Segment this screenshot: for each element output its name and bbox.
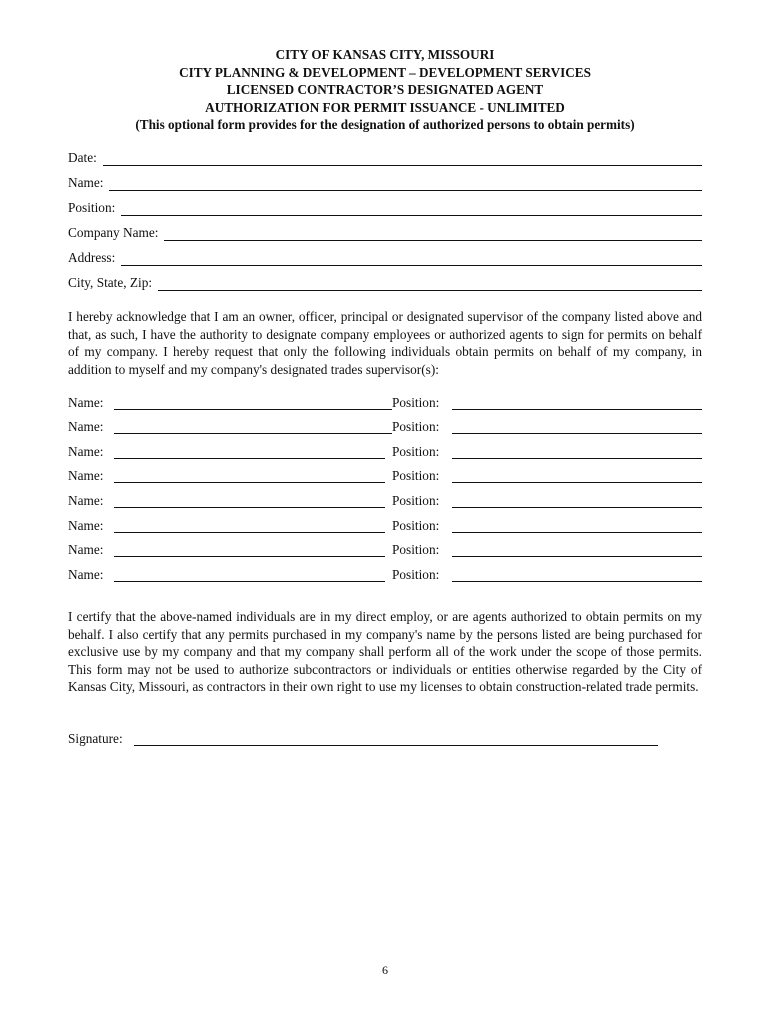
agent-name-label: Name: xyxy=(68,419,104,434)
date-field[interactable] xyxy=(68,149,702,166)
date-input-line[interactable] xyxy=(103,150,702,166)
agent-name-label: Name: xyxy=(68,444,104,459)
agent-name-line[interactable] xyxy=(114,433,392,434)
name-label: Name: xyxy=(68,175,104,190)
agent-row[interactable] xyxy=(68,566,702,583)
agent-name-label: Name: xyxy=(68,542,104,557)
certification-paragraph: I certify that the above-named individuals are in my direct employ, or are agents authorized to obtain permits on my behalf. I also certify that any permits purchased in my company's name by the persons listed are being purchased for exclusive use by my company and that my company shall perform all of the work under the scope of those permits. This form may not be used to authorize subcontractors or individuals or entities otherwise regarded by the City of Kansas City, Missouri, as contractors in their own right to use my licenses to obtain construction-related trade permits. xyxy=(68,609,702,695)
agent-name-line[interactable] xyxy=(114,409,392,410)
position-input-line[interactable] xyxy=(121,200,702,216)
position-label: Position: xyxy=(68,200,116,215)
page-number: 6 xyxy=(382,963,388,977)
agent-name-line[interactable] xyxy=(114,581,385,582)
signature-label: Signature: xyxy=(68,731,123,746)
agent-name-label: Name: xyxy=(68,468,104,483)
name-input-line[interactable] xyxy=(109,175,702,191)
agent-position-label: Position: xyxy=(392,542,440,557)
agent-row[interactable] xyxy=(68,541,702,558)
agent-position-label: Position: xyxy=(392,493,440,508)
address-label: Address: xyxy=(68,250,116,265)
address-input-line[interactable] xyxy=(121,250,702,266)
agent-position-label: Position: xyxy=(392,468,440,483)
signature-field[interactable] xyxy=(68,730,658,747)
name-field[interactable] xyxy=(68,174,702,191)
city-state-zip-label: City, State, Zip: xyxy=(68,275,153,290)
agent-position-label: Position: xyxy=(392,518,440,533)
header-department: CITY PLANNING & DEVELOPMENT – DEVELOPMENT SERVICES xyxy=(179,64,591,80)
position-field[interactable] xyxy=(68,199,702,216)
agent-name-line[interactable] xyxy=(114,507,385,508)
header-form-subtitle: AUTHORIZATION FOR PERMIT ISSUANCE - UNLIMITED xyxy=(205,99,565,115)
form-header xyxy=(0,46,770,134)
agent-name-label: Name: xyxy=(68,567,104,582)
date-label: Date: xyxy=(68,150,97,165)
city-state-zip-input-line[interactable] xyxy=(158,275,702,291)
agent-row[interactable] xyxy=(68,443,702,460)
acknowledgement-paragraph: I hereby acknowledge that I am an owner, officer, principal or designated supervisor of the company listed above and that, as such, I have the authority to designate company employees or authorized agents to sign for permits on behalf of my company. I hereby request that only the following individuals obtain permits on behalf of my company, in addition to myself and my company's designated trades supervisor(s): xyxy=(68,309,702,377)
agent-row[interactable] xyxy=(68,467,702,484)
agent-name-label: Name: xyxy=(68,518,104,533)
agent-name-line[interactable] xyxy=(114,556,385,557)
agent-position-line[interactable] xyxy=(452,581,702,582)
company-name-input-line[interactable] xyxy=(164,225,702,241)
company-name-field[interactable] xyxy=(68,224,702,241)
agent-name-label: Name: xyxy=(68,493,104,508)
agent-position-label: Position: xyxy=(392,444,440,459)
agent-position-line[interactable] xyxy=(452,507,702,508)
header-form-title: LICENSED CONTRACTOR’S DESIGNATED AGENT xyxy=(226,82,544,98)
agent-row[interactable] xyxy=(68,394,702,411)
agent-row[interactable] xyxy=(68,517,702,534)
agent-position-line[interactable] xyxy=(452,532,702,533)
agent-position-label: Position: xyxy=(392,395,440,410)
agent-row[interactable] xyxy=(68,492,702,509)
agent-name-line[interactable] xyxy=(114,482,385,483)
agent-name-line[interactable] xyxy=(114,458,385,459)
agent-name-label: Name: xyxy=(68,395,104,410)
company-name-label: Company Name: xyxy=(68,225,159,240)
agent-row[interactable] xyxy=(68,418,702,435)
agent-position-line[interactable] xyxy=(452,458,702,459)
header-form-note: (This optional form provides for the designation of authorized persons to obtain permits) xyxy=(135,117,635,133)
signature-line[interactable] xyxy=(134,745,658,746)
city-state-zip-field[interactable] xyxy=(68,274,702,291)
agent-position-label: Position: xyxy=(392,419,440,434)
agent-name-line[interactable] xyxy=(114,532,385,533)
agent-position-line[interactable] xyxy=(452,482,702,483)
agent-position-line[interactable] xyxy=(452,409,702,410)
agent-position-line[interactable] xyxy=(452,556,702,557)
address-field[interactable] xyxy=(68,249,702,266)
header-city: CITY OF KANSAS CITY, MISSOURI xyxy=(275,47,495,62)
agent-position-line[interactable] xyxy=(452,433,702,434)
agent-position-label: Position: xyxy=(392,567,440,582)
